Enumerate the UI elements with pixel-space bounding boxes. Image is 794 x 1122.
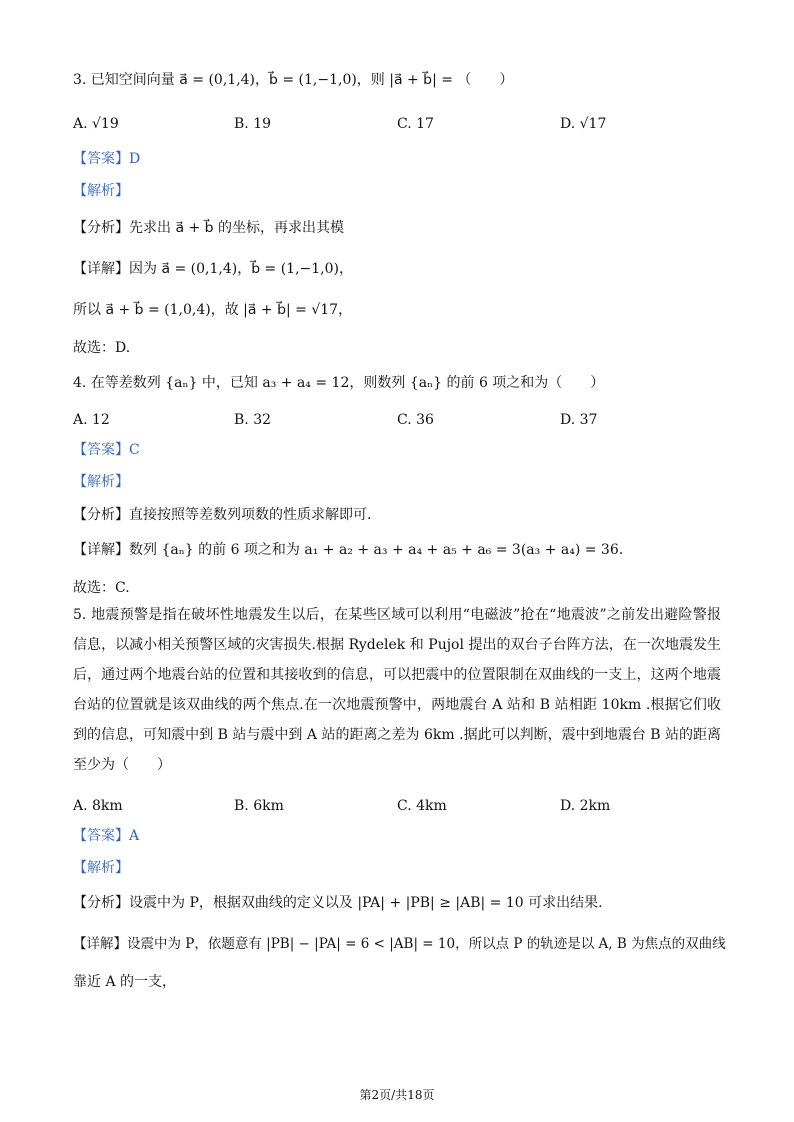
q5-answer: 【答案】A (73, 828, 140, 844)
q4-stem: 4. 在等差数列 {aₙ} 中，已知 a₃ + a₄ = 12，则数列 {aₙ} 的前 6 项之和为（ ） (73, 375, 605, 391)
q4-answer: 【答案】C (73, 442, 140, 458)
q4-choice: 故选：C. (73, 580, 130, 596)
q5-option-d: D. 2km (560, 798, 611, 814)
q5-option-a: A. 8km (73, 798, 123, 814)
q3-analysis-heading: 【解析】 (73, 183, 129, 199)
q4-option-b: B. 32 (234, 412, 272, 428)
q4-option-d: D. 37 (560, 412, 598, 428)
q3-choice: 故选：D. (73, 340, 131, 356)
q3-option-d: D. √17 (560, 116, 607, 132)
q4-analysis-heading: 【解析】 (73, 474, 129, 490)
q4-option-c: C. 36 (397, 412, 434, 428)
q3-stem: 3. 已知空间向量 a⃗ = (0,1,4)，b⃗ = (1,−1,0)，则 |a⃗ + b⃗| = （ ） (73, 72, 514, 88)
q5-analysis-heading: 【解析】 (73, 860, 129, 876)
q5-detail-line1: 【详解】设震中为 P，依题意有 |PB| − |PA| = 6 < |AB| = 10，所以点 P 的轨迹是以 A, B 为焦点的双曲线 (73, 936, 726, 952)
q3-answer: 【答案】D (73, 151, 141, 167)
q5-stem: 5. 地震预警是指在破坏性地震发生以后，在某些区域可以利用“电磁波”抢在“地震波”之前发出避险警报信息，以减小相关预警区域的灾害损失.根据 Rydelek 和 Pujol 提出的双台子台阵方法，在一次地震发生后，通过两个地震台站的位置和其接收到的信息，可以把震中的位置限制在双曲线的一支上，这两个地震台站的位置就是该双曲线的两个焦点.在一次地震预警中，两地震台 A 站和 B 站相距 10km .根据它们收到的信息，可知震中到 B 站与震中到 A 站的距离之差为 6km .据此可以判断，震中到地震台 B 站的距离至少为（ ） (73, 607, 721, 773)
q4-detail: 【详解】数列 {aₙ} 的前 6 项之和为 a₁ + a₂ + a₃ + a₄ + a₅ + a₆ = 3(a₃ + a₄) = 36. (73, 542, 624, 558)
q3-analysis: 【分析】先求出 a⃗ + b⃗ 的坐标，再求出其模 (73, 220, 344, 236)
page-footer: 第2页/共18页 (359, 1088, 435, 1102)
q4-option-a: A. 12 (73, 412, 110, 428)
q5-analysis: 【分析】设震中为 P，根据双曲线的定义以及 |PA| + |PB| ≥ |AB| = 10 可求出结果. (73, 895, 603, 911)
q5-detail-line2: 靠近 A 的一支， (73, 974, 177, 990)
q3-detail-line1: 【详解】因为 a⃗ = (0,1,4)，b⃗ = (1,−1,0)， (73, 261, 353, 277)
q3-option-b: B. 19 (234, 116, 272, 132)
q3-detail-line2: 所以 a⃗ + b⃗ = (1,0,4)，故 |a⃗ + b⃗| = √17， (73, 302, 353, 318)
q4-analysis: 【分析】直接按照等差数列项数的性质求解即可. (73, 507, 372, 523)
q5-option-c: C. 4km (397, 798, 447, 814)
q3-option-a: A. √19 (73, 116, 119, 132)
q3-option-c: C. 17 (397, 116, 434, 132)
q5-option-b: B. 6km (234, 798, 284, 814)
